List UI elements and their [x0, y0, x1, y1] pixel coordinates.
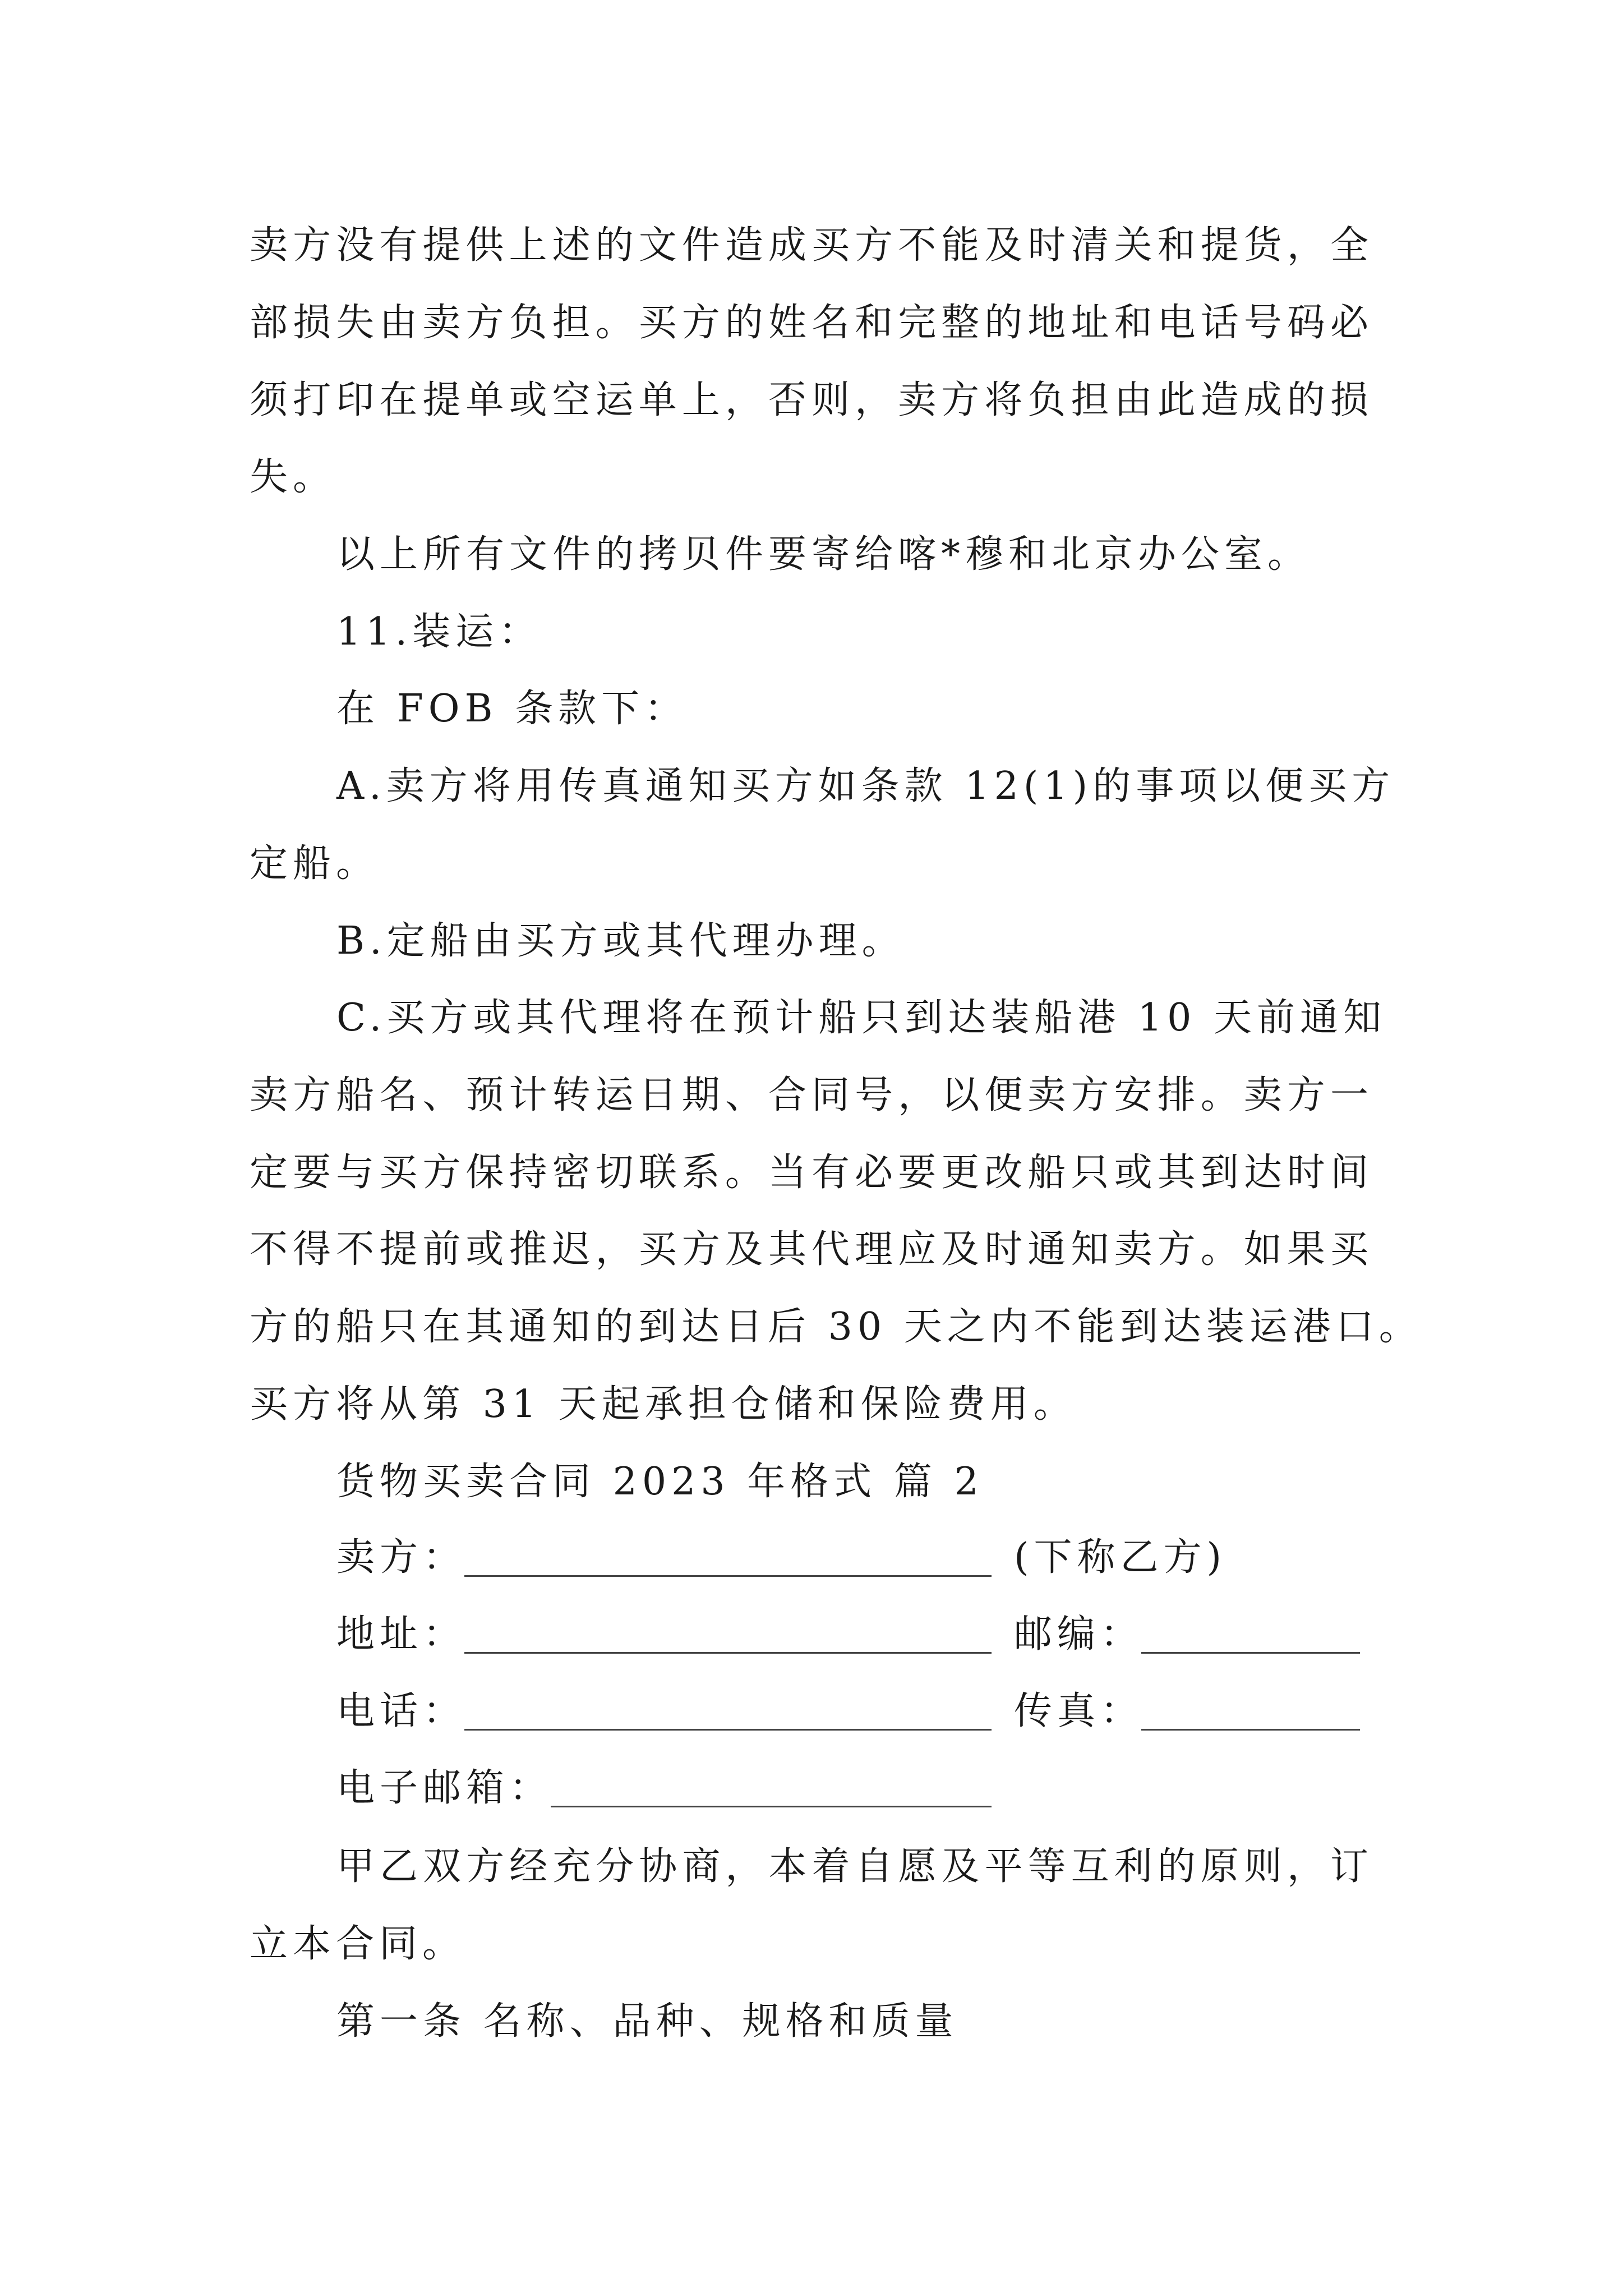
paragraph-line: 定船。	[250, 841, 380, 886]
paragraph-line: 部损失由卖方负担。买方的姓名和完整的地址和电话号码必	[250, 301, 1373, 345]
phone-blank[interactable]	[464, 1729, 992, 1731]
paragraph-line: C.买方或其代理将在预计船只到达装船港 10 天前通知	[336, 996, 1386, 1040]
paragraph: 以上所有文件的拷贝件要寄给喀*穆和北京办公室。	[336, 532, 1311, 577]
postcode-blank[interactable]	[1141, 1652, 1360, 1654]
email-blank[interactable]	[551, 1806, 992, 1807]
paragraph-line: 须打印在提单或空运单上，否则，卖方将负担由此造成的损	[250, 378, 1373, 422]
seller-note: (下称乙方)	[1014, 1535, 1227, 1580]
paragraph-line: 定要与买方保持密切联系。当有必要更改船只或其到达时间	[250, 1151, 1373, 1195]
article-heading: 第一条 名称、品种、规格和质量	[336, 1999, 958, 2044]
section-heading: 11.装运：	[336, 610, 542, 654]
paragraph-line: 方的船只在其通知的到达日后 30 天之内不能到达装运港口。	[250, 1305, 1422, 1349]
fax-blank[interactable]	[1141, 1729, 1360, 1731]
address-blank[interactable]	[464, 1652, 992, 1654]
paragraph: B.定船由买方或其代理办理。	[336, 919, 905, 963]
paragraph-line: A.卖方将用传真通知买方如条款 12(1)的事项以便买方	[336, 764, 1395, 808]
paragraph-line: 立本合同。	[250, 1922, 466, 1966]
seller-blank[interactable]	[464, 1575, 992, 1577]
paragraph-line: 甲乙双方经充分协商，本着自愿及平等互利的原则，订	[336, 1844, 1373, 1889]
email-label: 电子邮箱：	[336, 1766, 553, 1810]
seller-label: 卖方：	[336, 1535, 467, 1580]
address-label: 地址：	[336, 1612, 467, 1657]
paragraph-line: 买方将从第 31 天起承担仓储和保险费用。	[250, 1382, 1077, 1427]
paragraph-line: 失。	[250, 455, 336, 499]
postcode-label: 邮编：	[1014, 1612, 1144, 1657]
fax-label: 传真：	[1014, 1689, 1144, 1733]
paragraph-line: 卖方没有提供上述的文件造成买方不能及时清关和提货，全	[250, 223, 1373, 268]
paragraph: 在 FOB 条款下：	[336, 687, 688, 731]
phone-label: 电话：	[336, 1689, 467, 1733]
document-heading: 货物买卖合同 2023 年格式 篇 2	[336, 1460, 984, 1504]
paragraph-line: 卖方船名、预计转运日期、合同号，以便卖方安排。卖方一	[250, 1073, 1373, 1117]
paragraph-line: 不得不提前或推迟，买方及其代理应及时通知卖方。如果买	[250, 1227, 1373, 1272]
